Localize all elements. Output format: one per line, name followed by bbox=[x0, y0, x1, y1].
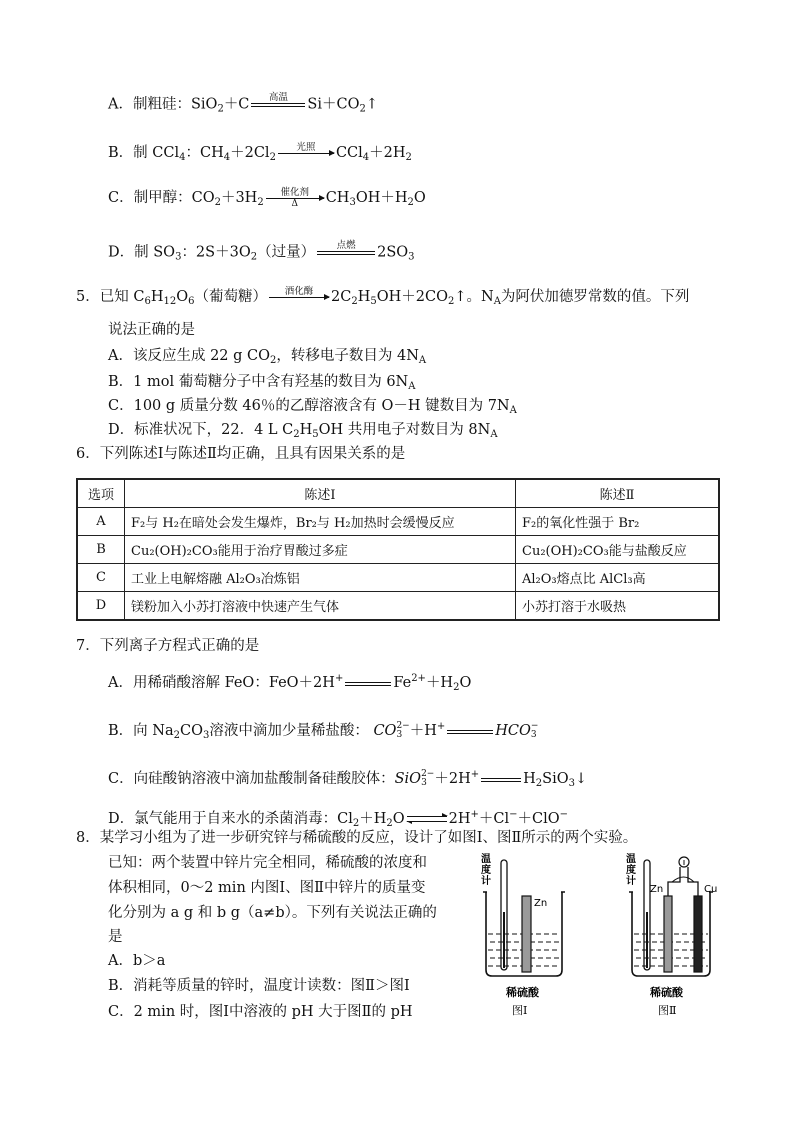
q8-stem-line: 是 bbox=[108, 929, 123, 945]
header-statement-2: 陈述Ⅱ bbox=[516, 479, 720, 508]
condition-equals: 高温 bbox=[251, 92, 305, 117]
q7-option-b: B．向 $Na_2CO_3$溶液中滴加少量稀盐酸： CO 2− 3 ＋H+ HCO − 3 bbox=[108, 721, 539, 741]
row-option: A bbox=[77, 508, 125, 536]
svg-text:稀硫酸: 稀硫酸 bbox=[506, 986, 539, 999]
q5-option-a: A．该反应生成 22 g $CO_2$，转移电子数目为 $4N_A$ bbox=[108, 348, 427, 366]
condition-arrow: 光照 bbox=[278, 142, 334, 164]
svg-text:Zn: Zn bbox=[534, 898, 548, 909]
q8-stem-line: 体积相同，0～2 min 内图Ⅰ、图Ⅱ中锌片的质量变 bbox=[108, 880, 426, 896]
row-statement-2: Cu₂(OH)₂CO₃能与盐酸反应 bbox=[516, 536, 720, 564]
svg-text:度: 度 bbox=[481, 865, 491, 876]
row-statement-1: 工业上电解熔融 Al₂O₃冶炼铝 bbox=[125, 564, 516, 592]
row-statement-1: F₂与 H₂在暗处会发生爆炸，Br₂与 H₂加热时会缓慢反应 bbox=[125, 508, 516, 536]
q8-stem-line: 化分别为 a g 和 b g（a≠b）。下列有关说法正确的 bbox=[108, 905, 437, 921]
header-option: 选项 bbox=[77, 479, 125, 508]
svg-text:Cu: Cu bbox=[704, 884, 718, 895]
q7-option-d: D．氯气能用于自来水的杀菌消毒：$Cl_2+H_2O$ 2H+＋Cl−＋ClO− bbox=[108, 809, 569, 829]
q4-option-c: C．制甲醇：$CO_2+3H_2$ 催化剂 Δ $CH_3OH+H_2O$ bbox=[108, 187, 426, 209]
statement-table bbox=[76, 478, 720, 621]
table-row bbox=[77, 508, 719, 536]
q4-option-a: A．制粗硅：SiO$_2$＋C 高温 $Si+CO_2↑$ bbox=[108, 92, 378, 120]
q8-option-a: A．b＞a bbox=[108, 953, 166, 969]
row-option: B bbox=[77, 536, 125, 564]
copper-strip bbox=[694, 896, 702, 972]
q7-option-a: A．用稀硝酸溶解 FeO：FeO＋2H+ $Fe^{2+}+H_2O$ bbox=[108, 673, 472, 693]
svg-text:稀硫酸: 稀硫酸 bbox=[650, 986, 683, 999]
q6-title: 6．下列陈述Ⅰ与陈述Ⅱ均正确，且具有因果关系的是 bbox=[76, 446, 406, 462]
q4-option-b: B．制 CCl$_4$：$CH_4+2Cl_2$ 光照 $CCl_4+2H_2$ bbox=[108, 142, 412, 163]
header-statement-1: 陈述Ⅰ bbox=[125, 479, 516, 508]
condition-equals: 点燃 bbox=[317, 240, 375, 265]
svg-text:计: 计 bbox=[626, 876, 636, 887]
condition-arrow: 催化剂 Δ bbox=[266, 187, 324, 209]
q5-option-b: B．1 mol 葡萄糖分子中含有羟基的数目为 $6N_A$ bbox=[108, 374, 416, 392]
svg-text:度: 度 bbox=[626, 865, 636, 876]
q8-option-b: B．消耗等质量的锌时，温度计读数：图Ⅱ＞图Ⅰ bbox=[108, 978, 410, 994]
row-option: D bbox=[77, 592, 125, 621]
table-row bbox=[77, 592, 719, 621]
q7-title: 7．下列离子方程式正确的是 bbox=[76, 638, 260, 654]
row-statement-1: 镁粉加入小苏打溶液中快速产生气体 bbox=[125, 592, 516, 621]
q5-stem-line2: 说法正确的是 bbox=[108, 322, 195, 338]
row-statement-2: F₂的氧化性强于 Br₂ bbox=[516, 508, 720, 536]
zinc-strip bbox=[522, 896, 531, 972]
zinc-strip bbox=[664, 896, 672, 972]
table-header-row bbox=[77, 479, 719, 508]
q8-option-c: C．2 min 时，图Ⅰ中溶液的 pH 大于图Ⅱ的 pH bbox=[108, 1004, 413, 1020]
row-option: C bbox=[77, 564, 125, 592]
condition-arrow: 酒化酶 bbox=[269, 286, 329, 308]
table-row bbox=[77, 564, 719, 592]
table-row bbox=[77, 536, 719, 564]
svg-text:温: 温 bbox=[626, 854, 636, 865]
svg-text:图Ⅰ: 图Ⅰ bbox=[512, 1004, 528, 1017]
q5-option-c: C．100 g 质量分数 46％的乙醇溶液含有 O－H 键数目为 $7N_A$ bbox=[108, 398, 517, 416]
svg-text:Zn: Zn bbox=[650, 884, 664, 895]
svg-text:图Ⅱ: 图Ⅱ bbox=[658, 1004, 677, 1017]
reversible-arrow bbox=[407, 814, 447, 824]
q8-title: 8．某学习小组为了进一步研究锌与稀硫酸的反应，设计了如图Ⅰ、图Ⅱ所示的两个实验。 bbox=[76, 830, 638, 846]
figure-1-apparatus bbox=[478, 852, 570, 1018]
q4-option-d: D．制 $SO_3$：$2S+3O_2$（过量） 点燃 $2SO_3$ bbox=[108, 240, 415, 268]
row-statement-2: 小苏打溶于水吸热 bbox=[516, 592, 720, 621]
row-statement-2: Al₂O₃熔点比 AlCl₃高 bbox=[516, 564, 720, 592]
q5-option-d: D．标准状况下，22．4 L $C_2H_5OH$ 共用电子对数目为 $8N_A$ bbox=[108, 422, 498, 440]
figure-2-apparatus bbox=[620, 852, 720, 1018]
thermometer-label-1: 温 bbox=[481, 854, 491, 865]
q5-stem: 5．已知 $C_6H_{12}O_6$（葡萄糖） 酒化酶 $2C_2H_5OH+2CO_2↑$。$N_A$为阿伏加德罗常数的值。下列 bbox=[76, 286, 690, 307]
q7-option-c: C．向硅酸钠溶液中滴加盐酸制备硅酸胶体：SiO 2− 3 ＋2H+ $H_2SiO_3↓$ bbox=[108, 769, 588, 789]
row-statement-1: Cu₂(OH)₂CO₃能用于治疗胃酸过多症 bbox=[125, 536, 516, 564]
svg-text:计: 计 bbox=[481, 876, 491, 887]
q8-stem-line: 已知：两个装置中锌片完全相同，稀硫酸的浓度和 bbox=[108, 855, 427, 871]
